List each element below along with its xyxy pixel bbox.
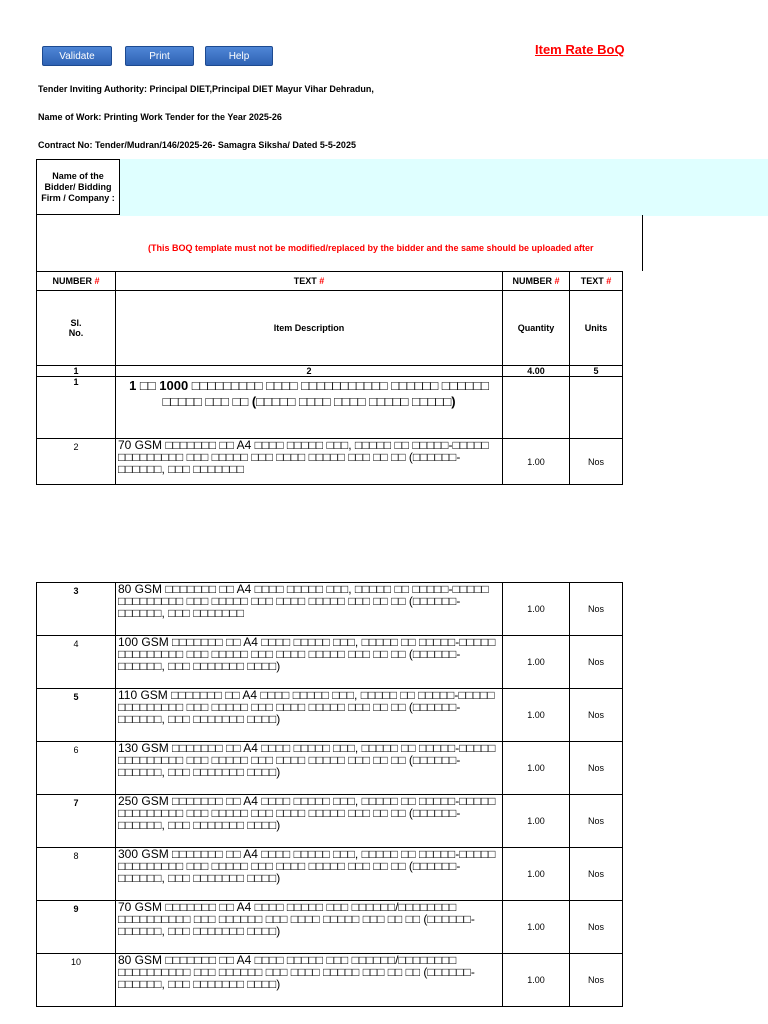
unit-cell: Nos (570, 636, 623, 689)
qty-cell[interactable]: 1.00 (503, 848, 570, 901)
desc-cell (116, 742, 503, 795)
unit-cell: Nos (570, 901, 623, 954)
qty-cell[interactable]: 1.00 (503, 583, 570, 636)
type-text: TEXT # (570, 272, 623, 291)
page-title: Item Rate BoQ (535, 42, 625, 57)
qty-cell[interactable] (503, 377, 570, 439)
tender-authority: Tender Inviting Authority: Principal DIET,Principal DIET Mayur Vihar Dehradun, (38, 84, 374, 94)
index-c1: 1 (37, 366, 116, 377)
contract-number: Contract No: Tender/Mudran/146/2025-26- Samagra Siksha/ Dated 5-5-2025 (38, 140, 356, 150)
sl-cell: 2 (37, 439, 116, 485)
sl-cell: 4 (37, 636, 116, 689)
item-description: 300 GSM □□□□□□□ □□ A4 □□□□ □□□□□ □□□, □□□□□ □□ □□□□□-□□□□□ □□□□□□□□□ □□□ □□□□□ □□□ □□□□ □□□□□ □□□ □□ □□ (□□□□□□-□□□□□□, □□□ □□□□□□□ □□□□) (118, 848, 496, 885)
boq-table-top (36, 271, 623, 485)
item-description: 110 GSM □□□□□□□ □□ A4 □□□□ □□□□□ □□□, □□□□□ □□ □□□□□-□□□□□ □□□□□□□□□ □□□ □□□□□ □□□ □□□□ □□□□□ □□□ □□ □□ (□□□□□□-□□□□□□, □□□ □□□□□□□ □□□□) (118, 689, 495, 726)
header-units: Units (570, 291, 623, 366)
sl-cell: 5 (37, 689, 116, 742)
table-row (37, 848, 623, 901)
table-row (37, 742, 623, 795)
type-text: TEXT # (116, 272, 503, 291)
qty-cell[interactable]: 1.00 (503, 901, 570, 954)
help-button[interactable]: Help (205, 46, 273, 66)
table-row (37, 636, 623, 689)
table-row (37, 901, 623, 954)
unit-cell: Nos (570, 583, 623, 636)
print-button[interactable]: Print (125, 46, 194, 66)
item-description: 70 GSM □□□□□□□ □□ A4 □□□□ □□□□□ □□□ □□□□□□/□□□□□□□□ □□□□□□□□□□ □□□ □□□□□□ □□□ □□□□ □□□□□ □□□ □□ □□ (□□□□□□-□□□□□□, □□□ □□□□□□□ □□□□) (118, 901, 475, 938)
table-row (37, 954, 623, 1007)
unit-cell: Nos (570, 795, 623, 848)
qty-cell[interactable]: 1.00 (503, 636, 570, 689)
qty-cell[interactable]: 1.00 (503, 742, 570, 795)
bidder-name-input[interactable] (120, 159, 768, 216)
type-number: NUMBER # (37, 272, 116, 291)
qty-cell[interactable]: 1.00 (503, 689, 570, 742)
index-c2: 2 (116, 366, 503, 377)
work-name: Name of Work: Printing Work Tender for the Year 2025-26 (38, 112, 282, 122)
header-sl: Sl. No. (37, 291, 116, 366)
unit-cell: Nos (570, 954, 623, 1007)
desc-cell (116, 689, 503, 742)
table-row (37, 583, 623, 636)
desc-cell (116, 636, 503, 689)
bidder-label: Name of the Bidder/ Bidding Firm / Company : (41, 170, 115, 203)
sl-cell: 10 (37, 954, 116, 1007)
table-row (37, 795, 623, 848)
desc-cell (116, 901, 503, 954)
qty-cell[interactable]: 1.00 (503, 439, 570, 485)
validate-button[interactable]: Validate (42, 46, 112, 66)
boq-notice: (This BOQ template must not be modified/replaced by the bidder and the same should be uploaded after (148, 243, 594, 253)
index-c4: 5 (570, 366, 623, 377)
table-row (37, 689, 623, 742)
type-number: NUMBER # (503, 272, 570, 291)
bidder-label-cell (36, 159, 120, 215)
sl-cell: 1 (37, 377, 116, 439)
header-qty: Quantity (503, 291, 570, 366)
desc-cell (116, 954, 503, 1007)
sl-cell: 3 (37, 583, 116, 636)
unit-cell: Nos (570, 439, 623, 485)
desc-cell (116, 848, 503, 901)
sl-cell: 6 (37, 742, 116, 795)
index-row (37, 366, 623, 377)
item-description: 250 GSM □□□□□□□ □□ A4 □□□□ □□□□□ □□□, □□□□□ □□ □□□□□-□□□□□ □□□□□□□□□ □□□ □□□□□ □□□ □□□□ □□□□□ □□□ □□ □□ (□□□□□□-□□□□□□, □□□ □□□□□□□ □□□□) (118, 795, 496, 832)
table-row (37, 439, 623, 485)
unit-cell (570, 377, 623, 439)
unit-cell: Nos (570, 848, 623, 901)
item-description: 130 GSM □□□□□□□ □□ A4 □□□□ □□□□□ □□□, □□□□□ □□ □□□□□-□□□□□ □□□□□□□□□ □□□ □□□□□ □□□ □□□□ □□□□□ □□□ □□ □□ (□□□□□□-□□□□□□, □□□ □□□□□□□ □□□□) (118, 742, 496, 779)
unit-cell: Nos (570, 689, 623, 742)
qty-cell[interactable]: 1.00 (503, 795, 570, 848)
item-description: 80 GSM □□□□□□□ □□ A4 □□□□ □□□□□ □□□ □□□□□□/□□□□□□□□ □□□□□□□□□□ □□□ □□□□□□ □□□ □□□□ □□□□□ □□□ □□ □□ (□□□□□□-□□□□□□, □□□ □□□□□□□ □□□□) (118, 954, 475, 991)
sl-cell: 7 (37, 795, 116, 848)
notice-area (36, 215, 643, 271)
desc-cell: 70 GSM □□□□□□□ □□ A4 □□□□ □□□□□ □□□, □□□□□ □□ □□□□□-□□□□□ □□□□□□□□□ □□□ □□□□□ □□□ □□□□ □□□□□ □□□ □□ □□ (□□□□□□-□□□□□□, □□□ □□□□□□□ (116, 439, 503, 485)
qty-cell[interactable]: 1.00 (503, 954, 570, 1007)
index-c3: 4.00 (503, 366, 570, 377)
type-row (37, 272, 623, 291)
sl-cell: 9 (37, 901, 116, 954)
desc-cell (116, 583, 503, 636)
sl-cell: 8 (37, 848, 116, 901)
desc-cell (116, 795, 503, 848)
desc-cell: 1 □□ 1000 □□□□□□□□□ □□□□ □□□□□□□□□□□ □□□□□□ □□□□□□ □□□□□ □□□ □□ (□□□□□ □□□□ □□□□ □□□□□ □□□□□) (116, 377, 503, 439)
unit-cell: Nos (570, 742, 623, 795)
table-row (37, 377, 623, 439)
boq-table-bottom (36, 582, 623, 1007)
item-description: 100 GSM □□□□□□□ □□ A4 □□□□ □□□□□ □□□, □□□□□ □□ □□□□□-□□□□□ □□□□□□□□□ □□□ □□□□□ □□□ □□□□ □□□□□ □□□ □□ □□ (□□□□□□-□□□□□□, □□□ □□□□□□□ □□□□) (118, 636, 496, 673)
header-row (37, 291, 623, 366)
header-desc: Item Description (116, 291, 503, 366)
item-description: 80 GSM □□□□□□□ □□ A4 □□□□ □□□□□ □□□, □□□□□ □□ □□□□□-□□□□□ □□□□□□□□□ □□□ □□□□□ □□□ □□□□ □□□□□ □□□ □□ □□ (□□□□□□-□□□□□□, □□□ □□□□□□□ (118, 583, 489, 620)
